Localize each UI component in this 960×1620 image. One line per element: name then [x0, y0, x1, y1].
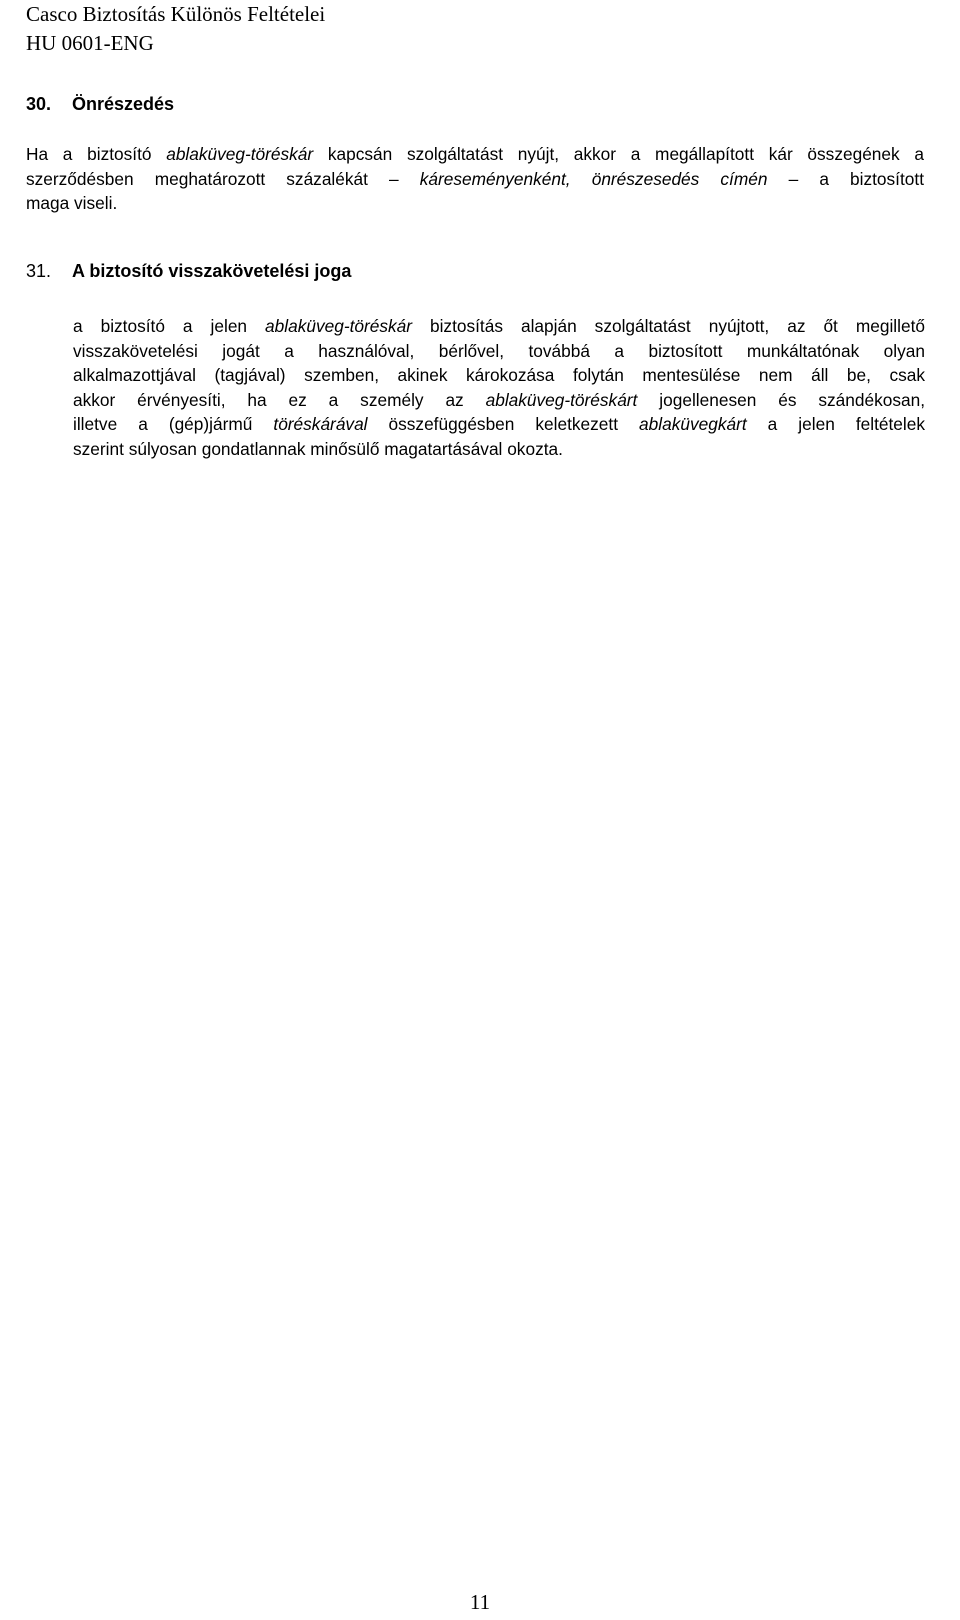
section-31-line: akkor érvényesíti, ha ez a személy az ablaküveg-töréskárt jogellenesen és szándékosan, — [73, 389, 925, 410]
section-30-paragraph — [26, 142, 924, 216]
section-31-paragraph — [73, 314, 925, 462]
document-header — [26, 0, 325, 58]
section-31-line: visszakövetelési jogát a használóval, bérlővel, továbbá a biztosított munkáltatónak olyan — [73, 340, 925, 361]
document-code: HU 0601-ENG — [26, 31, 154, 55]
section-31-line: a biztosító a jelen ablaküveg-töréskár biztosítás alapján szolgáltatást nyújtott, az őt megillető — [73, 316, 926, 336]
section-31-line: szerint súlyosan gondatlannak minősülő magatartásával okozta. — [73, 438, 563, 459]
section-30-heading — [26, 93, 175, 115]
section-31-number: 31. — [26, 261, 52, 281]
section-31-line: illetve a (gép)jármű töréskárával összefüggésben keletkezett ablaküvegkárt a jelen feltételek — [73, 414, 925, 435]
section-30-line: Ha a biztosító ablaküveg-töréskár kapcsán szolgáltatást nyújt, akkor a megállapított kár összegének a — [26, 144, 924, 164]
section-31-line: alkalmazottjával (tagjával) szemben, akinek károkozása folytán mentesülése nem áll be, csak — [73, 365, 925, 386]
section-30-line: maga viseli. — [26, 193, 118, 214]
defined-term: ablaküveg-töréskár — [265, 316, 412, 336]
section-31-heading — [26, 260, 352, 282]
defined-term: ablaküveg-töréskárt — [485, 389, 638, 410]
defined-term: ablaküvegkárt — [639, 414, 747, 435]
section-30-title: Önrészedés — [72, 94, 175, 114]
defined-term: ablaküveg-töréskár — [166, 144, 314, 164]
defined-term: káreseményenként, önrészesedés címén — [419, 168, 768, 189]
page-number: 11 — [469, 1590, 491, 1614]
section-30-number: 30. — [26, 94, 52, 114]
section-30-line: szerződésben meghatározott százalékát – káreseményenként, önrészesedés címén – a biztosított — [26, 168, 925, 189]
section-31-title: A biztosító visszakövetelési joga — [72, 261, 352, 281]
defined-term: töréskárával — [273, 414, 368, 435]
document-title: Casco Biztosítás Különös Feltételei — [26, 2, 326, 26]
